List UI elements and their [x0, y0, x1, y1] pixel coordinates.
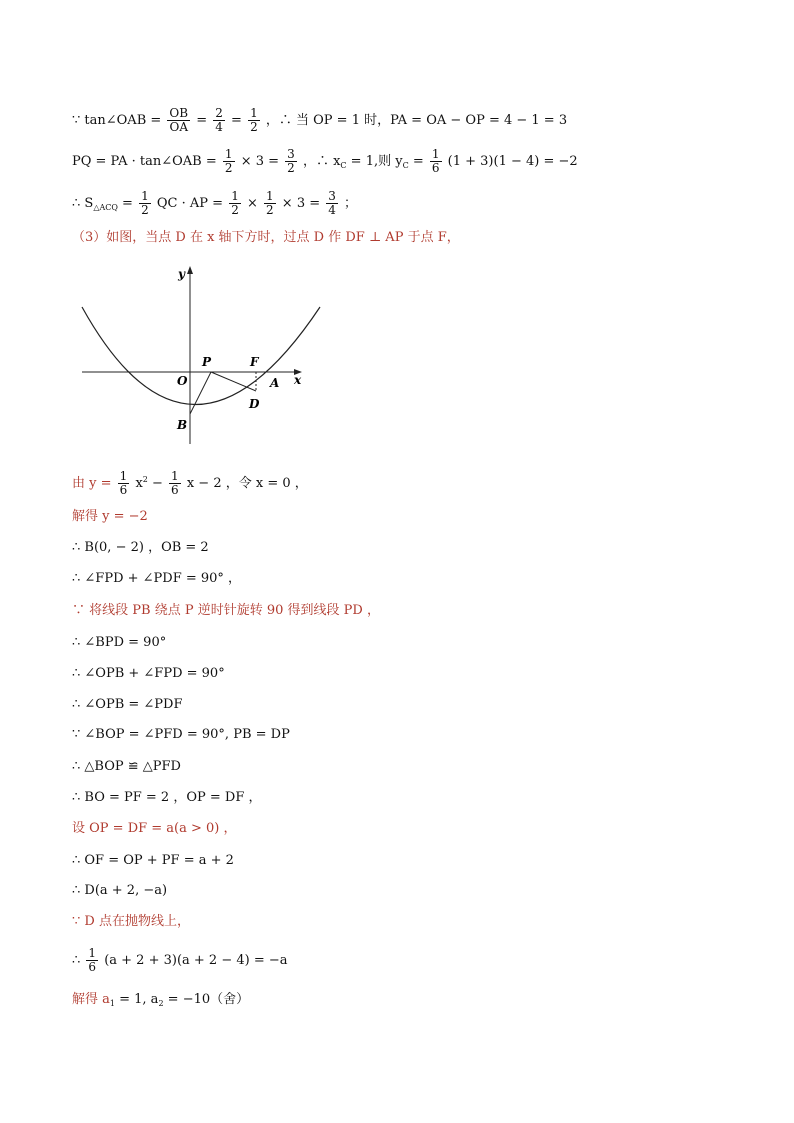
solution-line-18: ∴ D(a + 2, −a)	[72, 883, 168, 898]
part-3-heading: （3）如图，当点 D 在 x 轴下方时，过点 D 作 DF ⊥ AP 于点 F，	[72, 230, 460, 245]
solution-line-3: ∴ $S_{\triangle ACQ}$ = $\frac{1}{2}$ QC · AP = $\frac{1}{2}$ × $\frac{1}{2}$ × 3 = $\frac{3}{4}$ ；	[72, 189, 358, 217]
solution-line-1: ∵ tan∠OAB = $\frac{OB}{OA}$ = $\frac{2}{4}$ = $\frac{1}{2}$ ，∴ 当 OP = 1 时，PA = OA − OP = 4 − 1 = 3	[72, 106, 568, 134]
solution-line-10: ∴ ∠BPD = 90°	[72, 635, 167, 650]
fraction: $\frac{OB}{OA}$	[169, 106, 189, 134]
label-x: x	[294, 373, 302, 387]
fraction: $\frac{1}{6}$	[119, 469, 128, 497]
solution-line-17: ∴ OF = OP + PF = a + 2	[72, 853, 234, 868]
parabola-curve	[82, 307, 320, 405]
solution-line-12: ∴ ∠OPB = ∠PDF	[72, 697, 183, 712]
fraction: $\frac{1}{6}$	[431, 147, 440, 175]
y-axis-arrow	[187, 266, 193, 274]
fraction: $\frac{3}{4}$	[328, 189, 336, 217]
solution-line-8: ∴ ∠FPD + ∠PDF = 90° ，	[72, 571, 242, 586]
fraction: $\frac{1}{6}$	[171, 469, 179, 497]
label-p: P	[202, 355, 212, 369]
fraction: $\frac{1}{2}$	[141, 189, 149, 217]
label-b: B	[177, 418, 188, 432]
parabola-figure	[80, 262, 330, 447]
fraction: $\frac{1}{2}$	[266, 189, 274, 217]
label-y: y	[178, 267, 185, 281]
segment-pb	[190, 372, 211, 414]
solution-line-14: ∴ △BOP ≌ △PFD	[72, 759, 181, 774]
label-a: A	[270, 376, 280, 390]
solution-line-19: ∵ D 点在抛物线上，	[72, 914, 190, 929]
solution-line-9: ∵ 将线段 PB 绕点 P 逆时针旋转 90 得到线段 PD ，	[72, 603, 380, 618]
fraction: $\frac{1}{2}$	[231, 189, 239, 217]
fraction: $\frac{1}{6}$	[88, 946, 97, 974]
fraction: $\frac{1}{2}$	[250, 106, 258, 134]
solution-line-7: ∴ B(0, − 2) ，OB = 2	[72, 540, 209, 555]
fraction: $\frac{2}{4}$	[215, 106, 223, 134]
label-f: F	[250, 355, 259, 369]
solution-line-20: ∴ $\frac{1}{6}$ (a + 2 + 3)(a + 2 − 4) = −a	[72, 946, 288, 974]
solution-line-13: ∵ ∠BOP = ∠PFD = 90°, PB = DP	[72, 727, 290, 742]
solution-line-21: 解得 $a_1 = 1$, $a_2 = -10$（舍）	[72, 992, 250, 1008]
fraction: $\frac{3}{2}$	[287, 147, 295, 175]
solution-line-5: 由 y = $\frac{1}{6}$ $x^2$ − $\frac{1}{6}$ x − 2 ，令 x = 0 ，	[72, 469, 308, 497]
solution-line-11: ∴ ∠OPB + ∠FPD = 90°	[72, 666, 225, 681]
solution-line-6: 解得 y = −2	[72, 509, 148, 524]
fraction: $\frac{1}{2}$	[224, 147, 233, 175]
solution-line-16: 设 OP = DF = a(a > 0) ，	[72, 821, 237, 836]
solution-line-15: ∴ BO = PF = 2 ，OP = DF ，	[72, 790, 262, 805]
solution-line-2: PQ = PA · tan∠OAB = $\frac{1}{2}$ × 3 = $\frac{3}{2}$ ，∴ $x_C = 1$,则 $y_C$ = $\frac{1}{6}$ (1 + 3)(1 − 4) = −2	[72, 147, 578, 175]
label-o: O	[177, 374, 188, 388]
segment-pd	[211, 372, 256, 391]
label-d: D	[249, 397, 260, 411]
